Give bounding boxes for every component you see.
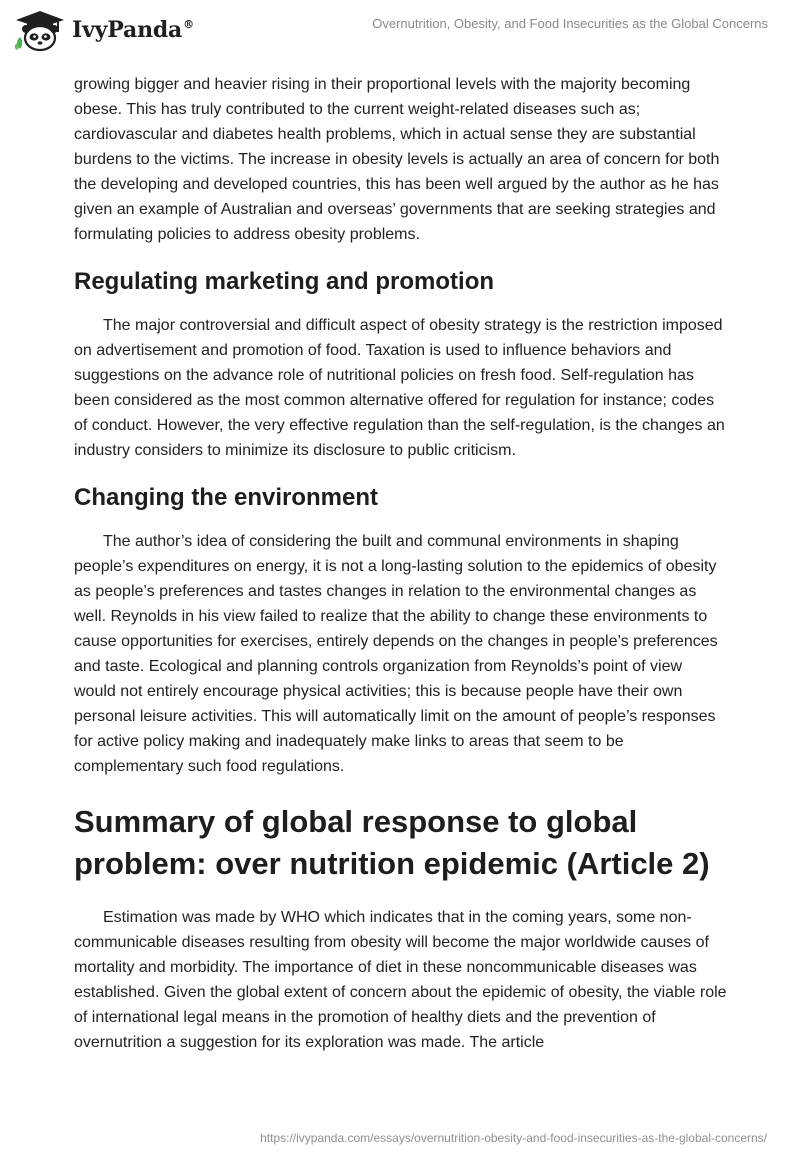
section-heading-global-response: Summary of global response to global problem: over nutrition epidemic (Article 2) (74, 804, 710, 881)
brand-name: IvyPanda® (72, 17, 194, 43)
section-paragraph-regulating-marketing: The major controversial and difficult aspect of obesity strategy is the restriction imposed on advertisement and promotion of food. Taxation is used to influence behaviors and suggestions on the advance role of nutritional policies on fresh food. Self-regulation has been considered as the most common alternative offered for regulation for instance; codes of conduct. However, the very effective regulation than the self-regulation, is the changes an industry considers to minimize its disclosure to public criticism. (74, 317, 725, 459)
page-header (0, 0, 800, 62)
source-url[interactable]: https://ivypanda.com/essays/overnutrition-obesity-and-food-insecurities-as-the-global-concerns/ (260, 1131, 767, 1145)
section-heading-changing-environment: Changing the environment (74, 484, 379, 511)
section-paragraph-global-response: Estimation was made by WHO which indicates that in the coming years, some non-communicable diseases resulting from obesity will become the major worldwide causes of mortality and morbidity. The importance of diet in these noncommunicable diseases was established. Given the global extent of concern about the epidemic of obesity, the viable role of international legal means in the promotion of healthy diets and the prevention of overnutrition a suggestion for its exploration was made. The article (74, 909, 727, 1051)
panda-graduate-icon (14, 9, 66, 51)
ivypanda-logo[interactable] (14, 8, 194, 52)
document-title: Overnutrition, Obesity, and Food Insecurities as the Global Concerns (372, 16, 768, 31)
section-heading-regulating-marketing: Regulating marketing and promotion (74, 268, 495, 295)
intro-paragraph: growing bigger and heavier rising in their proportional levels with the majority becoming obese. This has truly contributed to the current weight-related diseases such as; cardiovascular and diabetes health problems, which in actual sense they are substantial burdens to the victims. The increase in obesity levels is actually an area of concern for both the developing and developed countries, this has been well argued by the author as he has given an example of Australian and overseas’ governments that are seeking strategies and formulating policies to address obesity problems. (74, 76, 720, 243)
section-paragraph-changing-environment: The author’s idea of considering the built and communal environments in shaping people’s expenditures on energy, it is not a long-lasting solution to the epidemics of obesity as people’s preferences and tastes changes in relation to the environmental changes as well. Reynolds in his view failed to realize that the ability to change these environments to cause opportunities for exercises, entirely depends on the changes in people’s preferences and taste. Ecological and planning controls organization from Reynolds’s point of view would not entirely encourage physical activities; this is because people have their own personal leisure activities. This will automatically limit on the amount of people’s responses for active policy making and inadequately make links to areas that seem to be complementary such food regulations. (74, 533, 718, 775)
article-body (74, 72, 728, 1055)
registered-mark: ® (183, 18, 194, 31)
